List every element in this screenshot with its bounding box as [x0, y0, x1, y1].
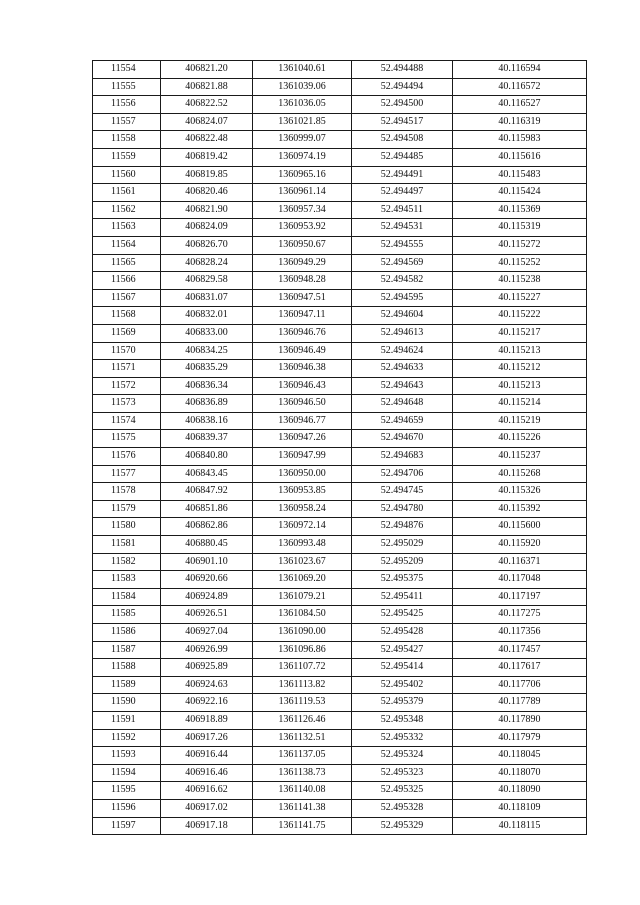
y-coordinate-cell: 1360946.38 [253, 360, 352, 378]
x-coordinate-cell: 406917.02 [161, 799, 253, 817]
point-number-cell: 11570 [93, 342, 161, 360]
longitude-cell: 40.115268 [453, 465, 587, 483]
point-number-cell: 11587 [93, 641, 161, 659]
point-number-cell: 11578 [93, 483, 161, 501]
table-row [93, 711, 587, 729]
y-coordinate-cell: 1360946.49 [253, 342, 352, 360]
point-number-cell: 11555 [93, 78, 161, 96]
x-coordinate-cell: 406917.26 [161, 729, 253, 747]
longitude-cell: 40.115222 [453, 307, 587, 325]
latitude-cell: 52.494659 [352, 412, 453, 430]
latitude-cell: 52.495325 [352, 782, 453, 800]
y-coordinate-cell: 1360947.99 [253, 448, 352, 466]
table-row [93, 184, 587, 202]
table-row [93, 412, 587, 430]
point-number-cell: 11590 [93, 694, 161, 712]
point-number-cell: 11561 [93, 184, 161, 202]
y-coordinate-cell: 1361107.72 [253, 659, 352, 677]
latitude-cell: 52.495414 [352, 659, 453, 677]
table-row [93, 448, 587, 466]
coordinates-table [92, 60, 587, 835]
point-number-cell: 11574 [93, 412, 161, 430]
latitude-cell: 52.494745 [352, 483, 453, 501]
y-coordinate-cell: 1361119.53 [253, 694, 352, 712]
longitude-cell: 40.118070 [453, 764, 587, 782]
latitude-cell: 52.495329 [352, 817, 453, 835]
table-row [93, 272, 587, 290]
table-row [93, 694, 587, 712]
y-coordinate-cell: 1360953.92 [253, 219, 352, 237]
table-row [93, 606, 587, 624]
point-number-cell: 11559 [93, 148, 161, 166]
longitude-cell: 40.115226 [453, 430, 587, 448]
longitude-cell: 40.117048 [453, 571, 587, 589]
longitude-cell: 40.116371 [453, 553, 587, 571]
latitude-cell: 52.494555 [352, 236, 453, 254]
table-row [93, 307, 587, 325]
x-coordinate-cell: 406847.92 [161, 483, 253, 501]
latitude-cell: 52.494531 [352, 219, 453, 237]
longitude-cell: 40.115369 [453, 201, 587, 219]
point-number-cell: 11583 [93, 571, 161, 589]
x-coordinate-cell: 406821.90 [161, 201, 253, 219]
latitude-cell: 52.494511 [352, 201, 453, 219]
point-number-cell: 11585 [93, 606, 161, 624]
latitude-cell: 52.494500 [352, 96, 453, 114]
longitude-cell: 40.115326 [453, 483, 587, 501]
y-coordinate-cell: 1360947.26 [253, 430, 352, 448]
longitude-cell: 40.117197 [453, 588, 587, 606]
longitude-cell: 40.116594 [453, 61, 587, 79]
x-coordinate-cell: 406880.45 [161, 536, 253, 554]
longitude-cell: 40.115600 [453, 518, 587, 536]
point-number-cell: 11582 [93, 553, 161, 571]
x-coordinate-cell: 406833.00 [161, 324, 253, 342]
table-row [93, 465, 587, 483]
table-row [93, 61, 587, 79]
table-row [93, 659, 587, 677]
x-coordinate-cell: 406922.16 [161, 694, 253, 712]
y-coordinate-cell: 1361126.46 [253, 711, 352, 729]
x-coordinate-cell: 406924.89 [161, 588, 253, 606]
longitude-cell: 40.115238 [453, 272, 587, 290]
table-row [93, 500, 587, 518]
y-coordinate-cell: 1361096.86 [253, 641, 352, 659]
longitude-cell: 40.117789 [453, 694, 587, 712]
latitude-cell: 52.494648 [352, 395, 453, 413]
y-coordinate-cell: 1361138.73 [253, 764, 352, 782]
point-number-cell: 11596 [93, 799, 161, 817]
x-coordinate-cell: 406840.80 [161, 448, 253, 466]
x-coordinate-cell: 406916.44 [161, 747, 253, 765]
longitude-cell: 40.115214 [453, 395, 587, 413]
point-number-cell: 11568 [93, 307, 161, 325]
y-coordinate-cell: 1360957.34 [253, 201, 352, 219]
longitude-cell: 40.115219 [453, 412, 587, 430]
y-coordinate-cell: 1360958.24 [253, 500, 352, 518]
y-coordinate-cell: 1360950.00 [253, 465, 352, 483]
longitude-cell: 40.115252 [453, 254, 587, 272]
table-row [93, 624, 587, 642]
x-coordinate-cell: 406820.46 [161, 184, 253, 202]
longitude-cell: 40.117706 [453, 676, 587, 694]
table-row [93, 254, 587, 272]
table-row [93, 430, 587, 448]
x-coordinate-cell: 406901.10 [161, 553, 253, 571]
y-coordinate-cell: 1360972.14 [253, 518, 352, 536]
x-coordinate-cell: 406838.16 [161, 412, 253, 430]
point-number-cell: 11564 [93, 236, 161, 254]
latitude-cell: 52.494497 [352, 184, 453, 202]
y-coordinate-cell: 1361039.06 [253, 78, 352, 96]
point-number-cell: 11567 [93, 289, 161, 307]
longitude-cell: 40.116319 [453, 113, 587, 131]
table-row [93, 96, 587, 114]
latitude-cell: 52.494582 [352, 272, 453, 290]
y-coordinate-cell: 1360946.50 [253, 395, 352, 413]
table-row [93, 236, 587, 254]
point-number-cell: 11577 [93, 465, 161, 483]
table-row [93, 782, 587, 800]
x-coordinate-cell: 406916.62 [161, 782, 253, 800]
point-number-cell: 11584 [93, 588, 161, 606]
point-number-cell: 11560 [93, 166, 161, 184]
table-row [93, 201, 587, 219]
latitude-cell: 52.495379 [352, 694, 453, 712]
point-number-cell: 11575 [93, 430, 161, 448]
latitude-cell: 52.495348 [352, 711, 453, 729]
latitude-cell: 52.495323 [352, 764, 453, 782]
y-coordinate-cell: 1361141.38 [253, 799, 352, 817]
y-coordinate-cell: 1360974.19 [253, 148, 352, 166]
longitude-cell: 40.115213 [453, 342, 587, 360]
latitude-cell: 52.495425 [352, 606, 453, 624]
y-coordinate-cell: 1361084.50 [253, 606, 352, 624]
y-coordinate-cell: 1361069.20 [253, 571, 352, 589]
point-number-cell: 11566 [93, 272, 161, 290]
longitude-cell: 40.117617 [453, 659, 587, 677]
y-coordinate-cell: 1360950.67 [253, 236, 352, 254]
longitude-cell: 40.115920 [453, 536, 587, 554]
point-number-cell: 11569 [93, 324, 161, 342]
x-coordinate-cell: 406821.88 [161, 78, 253, 96]
x-coordinate-cell: 406925.89 [161, 659, 253, 677]
longitude-cell: 40.115616 [453, 148, 587, 166]
latitude-cell: 52.494517 [352, 113, 453, 131]
x-coordinate-cell: 406927.04 [161, 624, 253, 642]
y-coordinate-cell: 1360946.43 [253, 377, 352, 395]
latitude-cell: 52.494624 [352, 342, 453, 360]
x-coordinate-cell: 406916.46 [161, 764, 253, 782]
x-coordinate-cell: 406918.89 [161, 711, 253, 729]
table-row [93, 483, 587, 501]
x-coordinate-cell: 406828.24 [161, 254, 253, 272]
point-number-cell: 11588 [93, 659, 161, 677]
latitude-cell: 52.494494 [352, 78, 453, 96]
latitude-cell: 52.494595 [352, 289, 453, 307]
y-coordinate-cell: 1360953.85 [253, 483, 352, 501]
table-row [93, 817, 587, 835]
latitude-cell: 52.495428 [352, 624, 453, 642]
point-number-cell: 11586 [93, 624, 161, 642]
x-coordinate-cell: 406836.34 [161, 377, 253, 395]
x-coordinate-cell: 406831.07 [161, 289, 253, 307]
longitude-cell: 40.118090 [453, 782, 587, 800]
latitude-cell: 52.494604 [352, 307, 453, 325]
table-row [93, 641, 587, 659]
latitude-cell: 52.495402 [352, 676, 453, 694]
longitude-cell: 40.115217 [453, 324, 587, 342]
longitude-cell: 40.115483 [453, 166, 587, 184]
point-number-cell: 11597 [93, 817, 161, 835]
table-row [93, 360, 587, 378]
latitude-cell: 52.495375 [352, 571, 453, 589]
latitude-cell: 52.494491 [352, 166, 453, 184]
table-row [93, 676, 587, 694]
longitude-cell: 40.115424 [453, 184, 587, 202]
y-coordinate-cell: 1361040.61 [253, 61, 352, 79]
y-coordinate-cell: 1361036.05 [253, 96, 352, 114]
table-row [93, 588, 587, 606]
table-row [93, 518, 587, 536]
table-row [93, 113, 587, 131]
x-coordinate-cell: 406839.37 [161, 430, 253, 448]
x-coordinate-cell: 406832.01 [161, 307, 253, 325]
y-coordinate-cell: 1360961.14 [253, 184, 352, 202]
point-number-cell: 11563 [93, 219, 161, 237]
y-coordinate-cell: 1360947.11 [253, 307, 352, 325]
point-number-cell: 11573 [93, 395, 161, 413]
x-coordinate-cell: 406822.48 [161, 131, 253, 149]
x-coordinate-cell: 406834.25 [161, 342, 253, 360]
point-number-cell: 11589 [93, 676, 161, 694]
table-row [93, 219, 587, 237]
x-coordinate-cell: 406836.89 [161, 395, 253, 413]
y-coordinate-cell: 1360949.29 [253, 254, 352, 272]
point-number-cell: 11591 [93, 711, 161, 729]
latitude-cell: 52.494876 [352, 518, 453, 536]
y-coordinate-cell: 1361023.67 [253, 553, 352, 571]
latitude-cell: 52.494706 [352, 465, 453, 483]
longitude-cell: 40.117275 [453, 606, 587, 624]
point-number-cell: 11572 [93, 377, 161, 395]
y-coordinate-cell: 1360993.48 [253, 536, 352, 554]
point-number-cell: 11558 [93, 131, 161, 149]
longitude-cell: 40.117356 [453, 624, 587, 642]
table-row [93, 536, 587, 554]
x-coordinate-cell: 406824.09 [161, 219, 253, 237]
x-coordinate-cell: 406821.20 [161, 61, 253, 79]
latitude-cell: 52.495332 [352, 729, 453, 747]
y-coordinate-cell: 1361137.05 [253, 747, 352, 765]
longitude-cell: 40.115272 [453, 236, 587, 254]
y-coordinate-cell: 1361090.00 [253, 624, 352, 642]
latitude-cell: 52.494780 [352, 500, 453, 518]
y-coordinate-cell: 1360946.76 [253, 324, 352, 342]
longitude-cell: 40.115237 [453, 448, 587, 466]
longitude-cell: 40.115319 [453, 219, 587, 237]
x-coordinate-cell: 406926.51 [161, 606, 253, 624]
point-number-cell: 11594 [93, 764, 161, 782]
x-coordinate-cell: 406835.29 [161, 360, 253, 378]
table-row [93, 747, 587, 765]
latitude-cell: 52.494508 [352, 131, 453, 149]
point-number-cell: 11581 [93, 536, 161, 554]
latitude-cell: 52.494569 [352, 254, 453, 272]
table-row [93, 799, 587, 817]
table-row [93, 324, 587, 342]
latitude-cell: 52.495328 [352, 799, 453, 817]
longitude-cell: 40.118045 [453, 747, 587, 765]
x-coordinate-cell: 406826.70 [161, 236, 253, 254]
y-coordinate-cell: 1360948.28 [253, 272, 352, 290]
x-coordinate-cell: 406862.86 [161, 518, 253, 536]
y-coordinate-cell: 1361141.75 [253, 817, 352, 835]
point-number-cell: 11579 [93, 500, 161, 518]
longitude-cell: 40.115392 [453, 500, 587, 518]
point-number-cell: 11565 [93, 254, 161, 272]
point-number-cell: 11595 [93, 782, 161, 800]
y-coordinate-cell: 1360946.77 [253, 412, 352, 430]
coordinates-table-body [93, 61, 587, 835]
point-number-cell: 11593 [93, 747, 161, 765]
table-row [93, 166, 587, 184]
latitude-cell: 52.494633 [352, 360, 453, 378]
longitude-cell: 40.117457 [453, 641, 587, 659]
latitude-cell: 52.495029 [352, 536, 453, 554]
x-coordinate-cell: 406917.18 [161, 817, 253, 835]
y-coordinate-cell: 1361113.82 [253, 676, 352, 694]
table-row [93, 131, 587, 149]
latitude-cell: 52.495209 [352, 553, 453, 571]
latitude-cell: 52.494683 [352, 448, 453, 466]
x-coordinate-cell: 406851.86 [161, 500, 253, 518]
longitude-cell: 40.115213 [453, 377, 587, 395]
latitude-cell: 52.494643 [352, 377, 453, 395]
table-row [93, 377, 587, 395]
table-row [93, 571, 587, 589]
point-number-cell: 11554 [93, 61, 161, 79]
x-coordinate-cell: 406822.52 [161, 96, 253, 114]
table-row [93, 553, 587, 571]
longitude-cell: 40.118115 [453, 817, 587, 835]
latitude-cell: 52.494613 [352, 324, 453, 342]
table-row [93, 729, 587, 747]
y-coordinate-cell: 1360999.07 [253, 131, 352, 149]
point-number-cell: 11571 [93, 360, 161, 378]
x-coordinate-cell: 406924.63 [161, 676, 253, 694]
point-number-cell: 11556 [93, 96, 161, 114]
x-coordinate-cell: 406819.42 [161, 148, 253, 166]
y-coordinate-cell: 1360965.16 [253, 166, 352, 184]
table-row [93, 148, 587, 166]
x-coordinate-cell: 406920.66 [161, 571, 253, 589]
point-number-cell: 11576 [93, 448, 161, 466]
longitude-cell: 40.115227 [453, 289, 587, 307]
x-coordinate-cell: 406926.99 [161, 641, 253, 659]
x-coordinate-cell: 406824.07 [161, 113, 253, 131]
point-number-cell: 11580 [93, 518, 161, 536]
point-number-cell: 11557 [93, 113, 161, 131]
longitude-cell: 40.117890 [453, 711, 587, 729]
point-number-cell: 11562 [93, 201, 161, 219]
latitude-cell: 52.494485 [352, 148, 453, 166]
x-coordinate-cell: 406829.58 [161, 272, 253, 290]
table-row [93, 764, 587, 782]
x-coordinate-cell: 406843.45 [161, 465, 253, 483]
latitude-cell: 52.494488 [352, 61, 453, 79]
latitude-cell: 52.495411 [352, 588, 453, 606]
longitude-cell: 40.115212 [453, 360, 587, 378]
longitude-cell: 40.116572 [453, 78, 587, 96]
x-coordinate-cell: 406819.85 [161, 166, 253, 184]
y-coordinate-cell: 1361021.85 [253, 113, 352, 131]
longitude-cell: 40.117979 [453, 729, 587, 747]
y-coordinate-cell: 1361132.51 [253, 729, 352, 747]
latitude-cell: 52.494670 [352, 430, 453, 448]
longitude-cell: 40.118109 [453, 799, 587, 817]
latitude-cell: 52.495427 [352, 641, 453, 659]
table-row [93, 78, 587, 96]
y-coordinate-cell: 1361140.08 [253, 782, 352, 800]
table-row [93, 395, 587, 413]
table-row [93, 342, 587, 360]
latitude-cell: 52.495324 [352, 747, 453, 765]
y-coordinate-cell: 1361079.21 [253, 588, 352, 606]
longitude-cell: 40.115983 [453, 131, 587, 149]
point-number-cell: 11592 [93, 729, 161, 747]
longitude-cell: 40.116527 [453, 96, 587, 114]
y-coordinate-cell: 1360947.51 [253, 289, 352, 307]
table-row [93, 289, 587, 307]
